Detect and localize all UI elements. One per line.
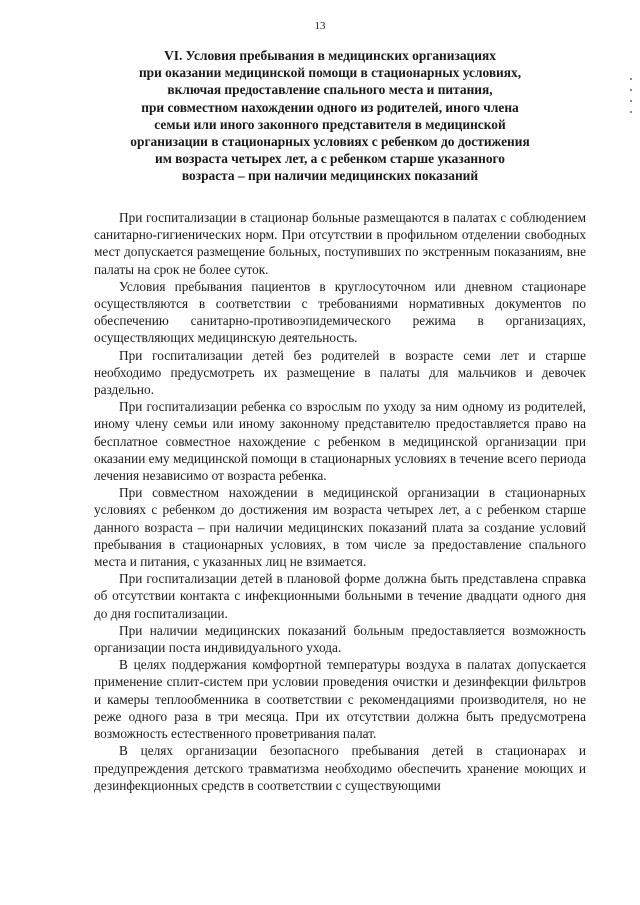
section-heading-line: возраста – при наличии медицинских показаний xyxy=(181,168,479,184)
paragraph-joint-stay-right: При госпитализации ребенка со взрослым по уходу за ним одному из родителей, иному члену семьи или иному законному представителю предоставляется право на бесплатное совместное нахождение с ребенком в медицинской организации при оказании ему медицинской помощи в стационарных условиях в течение всего периода лечения независимо от возраста ребенка. xyxy=(94,399,586,484)
paragraph-child-safety: В целях организации безопасного пребывания детей в стационарах и предупреждения детского травматизма необходимо обеспечить хранение моющих и дезинфекционных средств в соответствии с существующими xyxy=(94,743,586,793)
paragraph-contact-certificate: При госпитализации детей в плановой форме должна быть представлена справка об отсутствии контакта с инфекционными больными в течение двадцати одного дня до дня госпитализации. xyxy=(94,571,586,621)
paragraph-children-without-parents: При госпитализации детей без родителей в возрасте семи лет и старше необходимо предусмотреть их размещение в палаты для мальчиков и девочек раздельно. xyxy=(94,347,586,398)
section-heading xyxy=(105,47,555,185)
paragraph-stay-conditions: Условия пребывания пациентов в круглосуточном или дневном стационаре осуществляются в соответствии с требованиями нормативных документов по обеспечению санитарно-противоэпидемического режима в организациях, осуществляющих медицинскую деятельность. xyxy=(94,278,586,346)
document-body xyxy=(94,209,586,794)
page-number: 13 xyxy=(314,20,326,32)
paragraph-joint-stay-fee: При совместном нахождении в медицинской организации в стационарных условиях с ребенком до достижения им возраста четырех лет, а с ребенком старше данного возраста – при наличии медицинских показаний плата за создание условий пребывания в стационарных условиях, в том числе за предоставление спального места и питания, с указанных лиц не взимается. xyxy=(94,485,586,570)
paragraph-individual-care: При наличии медицинских показаний больным предоставляется возможность организации поста индивидуального ухода. xyxy=(94,622,586,656)
section-heading-line: при оказании медицинской помощи в стационарных условиях, xyxy=(138,65,522,81)
scan-margin-marks xyxy=(630,78,634,118)
section-heading-line: им возраста четырех лет, а с ребенком старше указанного xyxy=(154,151,505,167)
paragraph-hospital-placement: При госпитализации в стационар больные размещаются в палатах с соблюдением санитарно-гигиенических норм. При отсутствии в профильном отделении свободных мест допускается размещение больных, поступивших по экстренным показаниям, вне палаты на срок не более суток. xyxy=(94,210,586,277)
section-heading-line: включая предоставление спального места и питания, xyxy=(167,82,493,98)
paragraph-air-conditioning: В целях поддержания комфортной температуры воздуха в палатах допускается применение сплит-систем при условии проведения очистки и дезинфекции фильтров и камеры теплообменника в соответствии с рекомендациями производителя, но не реже одного раза в три месяца. При их отсутствии должна быть предусмотрена возможность естественного проветривания палат. xyxy=(94,657,586,742)
section-heading-line: организации в стационарных условиях с ребенком до достижения xyxy=(130,134,530,150)
section-heading-line: семьи или иного законного представителя в медицинской xyxy=(154,116,506,132)
section-heading-line: при совместном нахождении одного из родителей, иного члена xyxy=(141,99,519,115)
section-heading-line: VI. Условия пребывания в медицинских организациях xyxy=(164,48,496,63)
